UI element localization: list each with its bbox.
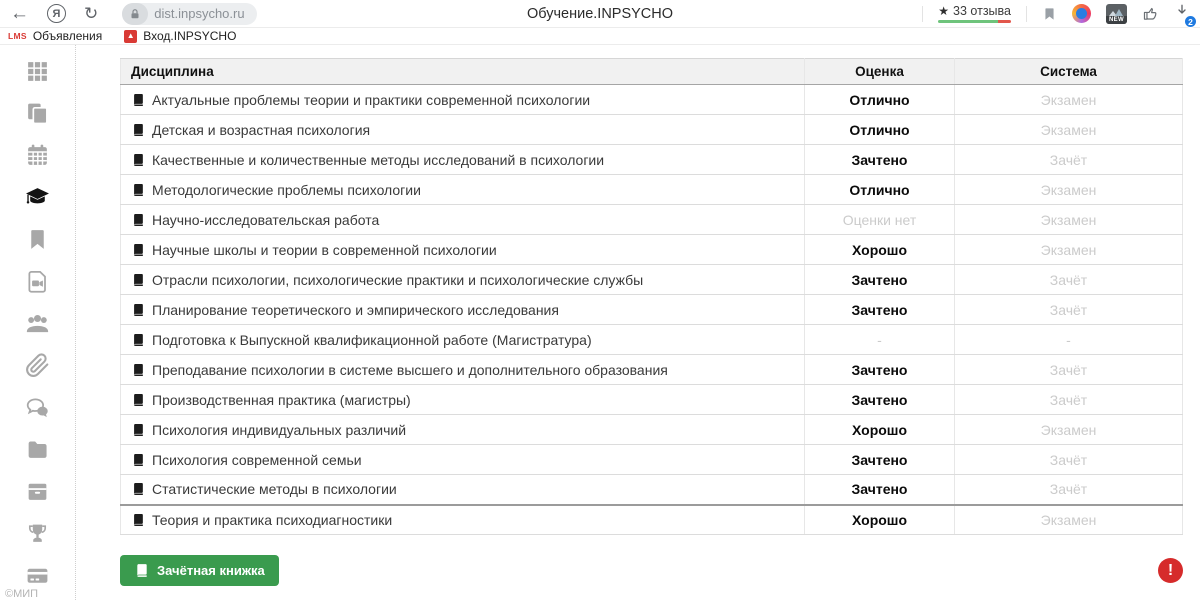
discipline-name: Теория и практика психодиагностики [152, 511, 393, 528]
extension-icon[interactable] [1072, 4, 1091, 23]
browser-toolbar [0, 0, 1200, 28]
sidebar-item-copy[interactable] [25, 95, 50, 137]
gradebook-button-label: Зачётная книжка [157, 563, 265, 578]
grade-cell: Зачтено [805, 445, 955, 475]
discipline-cell[interactable] [121, 415, 805, 445]
table-row[interactable] [121, 295, 1183, 325]
table-row[interactable] [121, 475, 1183, 505]
grade-cell: Зачтено [805, 265, 955, 295]
table-row[interactable] [121, 445, 1183, 475]
discipline-name: Планирование теоретического и эмпирического исследования [152, 301, 559, 318]
table-row[interactable] [121, 235, 1183, 265]
new-badge: NEW [1106, 16, 1127, 24]
book-icon [131, 423, 145, 437]
video-file-icon [25, 269, 50, 299]
table-row[interactable] [121, 145, 1183, 175]
courses-table [120, 58, 1183, 535]
system-cell: Зачёт [955, 145, 1183, 175]
inpsycho-emblem-icon: ▲ [124, 30, 137, 43]
book-icon [131, 303, 145, 317]
bookmark-flag-icon[interactable] [1042, 6, 1057, 22]
gradebook-button[interactable] [120, 555, 279, 586]
grade-cell: Зачтено [805, 475, 955, 505]
downloads-count-badge: 2 [1184, 15, 1197, 28]
downloads-icon[interactable] [1174, 3, 1193, 27]
table-row[interactable] [121, 175, 1183, 205]
discipline-cell[interactable] [121, 385, 805, 415]
book-icon [131, 93, 145, 107]
reviews-widget[interactable] [938, 4, 1011, 23]
table-row[interactable] [121, 325, 1183, 355]
bookmarks-bar [0, 28, 1200, 45]
sidebar-item-bookmark[interactable] [25, 221, 50, 263]
book-icon [131, 213, 145, 227]
apps-grid-icon [25, 59, 50, 89]
address-bar[interactable] [122, 3, 256, 25]
system-cell: Зачёт [955, 355, 1183, 385]
bookmark-item-announcements[interactable] [8, 29, 102, 43]
new-extension-icon[interactable] [1106, 4, 1127, 24]
grade-cell: Хорошо [805, 235, 955, 265]
system-cell: Зачёт [955, 295, 1183, 325]
paperclip-icon [25, 353, 50, 383]
discipline-cell[interactable] [121, 445, 805, 475]
bookmark-icon [25, 227, 50, 257]
book-icon [131, 183, 145, 197]
table-row[interactable] [121, 85, 1183, 115]
discipline-name: Отрасли психологии, психологические практики и психологические службы [152, 271, 644, 288]
folder-icon [25, 437, 50, 467]
archive-icon [25, 479, 50, 509]
trophy-icon [25, 521, 50, 551]
system-cell: Зачёт [955, 445, 1183, 475]
picture-icon [1106, 4, 1127, 16]
book-icon [131, 513, 145, 527]
grade-cell: Оценки нет [805, 205, 955, 235]
system-cell: Экзамен [955, 85, 1183, 115]
discipline-name: Научные школы и теории в современной психологии [152, 241, 497, 258]
chat-icon [25, 395, 50, 425]
discipline-name: Статистические методы в психологии [152, 481, 397, 498]
grade-cell: Зачтено [805, 295, 955, 325]
sidebar [0, 45, 76, 600]
divider [922, 6, 923, 22]
discipline-cell[interactable] [121, 175, 805, 205]
grade-cell: Хорошо [805, 415, 955, 445]
discipline-cell[interactable] [121, 235, 805, 265]
grade-cell: Зачтено [805, 355, 955, 385]
system-cell: Экзамен [955, 175, 1183, 205]
copyright-label: ©МИП [5, 588, 39, 600]
grade-cell: Отлично [805, 85, 955, 115]
alert-icon[interactable]: ! [1158, 558, 1183, 583]
system-cell: Зачёт [955, 385, 1183, 415]
lock-icon [122, 3, 148, 25]
system-cell: Зачёт [955, 265, 1183, 295]
book-icon [131, 453, 145, 467]
grade-cell: Отлично [805, 115, 955, 145]
book-icon [131, 243, 145, 257]
sidebar-item-calendar[interactable] [25, 137, 50, 179]
discipline-cell[interactable] [121, 475, 805, 505]
book-icon [131, 273, 145, 287]
back-icon[interactable]: ← [10, 3, 29, 24]
discipline-cell[interactable] [121, 355, 805, 385]
courses-table-body [121, 85, 1183, 535]
system-cell: Экзамен [955, 115, 1183, 145]
discipline-name: Психология индивидуальных различий [152, 421, 407, 438]
table-row[interactable] [121, 355, 1183, 385]
sidebar-item-trophy[interactable] [25, 515, 50, 557]
bookmark-item-login[interactable] [124, 29, 236, 43]
sidebar-item-archive[interactable] [25, 473, 50, 515]
sidebar-item-users[interactable] [25, 305, 50, 347]
discipline-cell[interactable] [121, 115, 805, 145]
url-text: dist.inpsycho.ru [154, 6, 245, 21]
book-icon [131, 363, 145, 377]
book-icon [131, 393, 145, 407]
refresh-icon[interactable]: ↻ [84, 4, 99, 23]
discipline-name: Научно-исследовательская работа [152, 211, 380, 228]
users-icon [25, 311, 50, 341]
system-cell: Экзамен [955, 415, 1183, 445]
column-header-grade: Оценка [805, 59, 955, 85]
discipline-cell[interactable] [121, 205, 805, 235]
book-icon [131, 123, 145, 137]
system-cell: Зачёт [955, 475, 1183, 505]
discipline-name: Методологические проблемы психологии [152, 181, 421, 198]
sidebar-item-folder[interactable] [25, 431, 50, 473]
discipline-name: Актуальные проблемы теории и практики современной психологии [152, 91, 591, 108]
discipline-name: Качественные и количественные методы исследований в психологии [152, 151, 605, 168]
page-title: Обучение.INPSYCHO [526, 5, 674, 22]
column-header-system: Система [955, 59, 1183, 85]
column-header-discipline: Дисциплина [121, 59, 805, 85]
book-icon [131, 333, 145, 347]
discipline-cell[interactable] [121, 505, 805, 535]
sidebar-item-video-file[interactable] [25, 263, 50, 305]
discipline-name: Психология современной семьи [152, 451, 362, 468]
main-content [76, 45, 1200, 600]
table-row[interactable] [121, 415, 1183, 445]
system-cell: - [955, 325, 1183, 355]
discipline-name: Подготовка к Выпускной квалификационной работе (Магистратура) [152, 331, 592, 348]
reviews-count: 33 отзыва [953, 4, 1011, 18]
discipline-cell[interactable] [121, 265, 805, 295]
system-cell: Экзамен [955, 205, 1183, 235]
thumbs-up-icon[interactable] [1142, 5, 1159, 22]
grade-cell: Отлично [805, 175, 955, 205]
grade-cell: Хорошо [805, 505, 955, 535]
discipline-name: Детская и возрастная психология [152, 121, 371, 138]
table-row[interactable] [121, 385, 1183, 415]
discipline-cell[interactable] [121, 85, 805, 115]
sidebar-item-graduation-cap[interactable] [25, 179, 50, 221]
book-icon [131, 153, 145, 167]
graduation-cap-icon [25, 185, 50, 215]
discipline-name: Производственная практика (магистры) [152, 391, 411, 408]
sidebar-item-chat[interactable] [25, 389, 50, 431]
discipline-cell[interactable] [121, 145, 805, 175]
discipline-cell[interactable] [121, 295, 805, 325]
bookmark-label: Объявления [32, 29, 103, 43]
book-icon [134, 563, 149, 578]
divider [1026, 6, 1027, 22]
star-icon: ★ [938, 4, 950, 18]
system-cell: Экзамен [955, 505, 1183, 535]
book-icon [131, 482, 145, 496]
discipline-name: Преподавание психологии в системе высшего и дополнительного образования [152, 361, 668, 378]
grade-cell: Зачтено [805, 145, 955, 175]
yandex-icon[interactable]: Я [47, 4, 66, 23]
sidebar-item-apps-grid[interactable] [25, 53, 50, 95]
lms-logo-icon: LMS [8, 31, 27, 41]
sidebar-item-paperclip[interactable] [25, 347, 50, 389]
table-row[interactable] [121, 115, 1183, 145]
system-cell: Экзамен [955, 235, 1183, 265]
reviews-rating-bar [938, 20, 1011, 23]
table-row[interactable] [121, 205, 1183, 235]
bookmark-label: Вход.INPSYCHO [143, 29, 237, 43]
discipline-cell[interactable] [121, 325, 805, 355]
copy-icon [25, 101, 50, 131]
table-row[interactable] [121, 265, 1183, 295]
grade-cell: Зачтено [805, 385, 955, 415]
table-row[interactable] [121, 505, 1183, 535]
grade-cell: - [805, 325, 955, 355]
calendar-icon [25, 143, 50, 173]
